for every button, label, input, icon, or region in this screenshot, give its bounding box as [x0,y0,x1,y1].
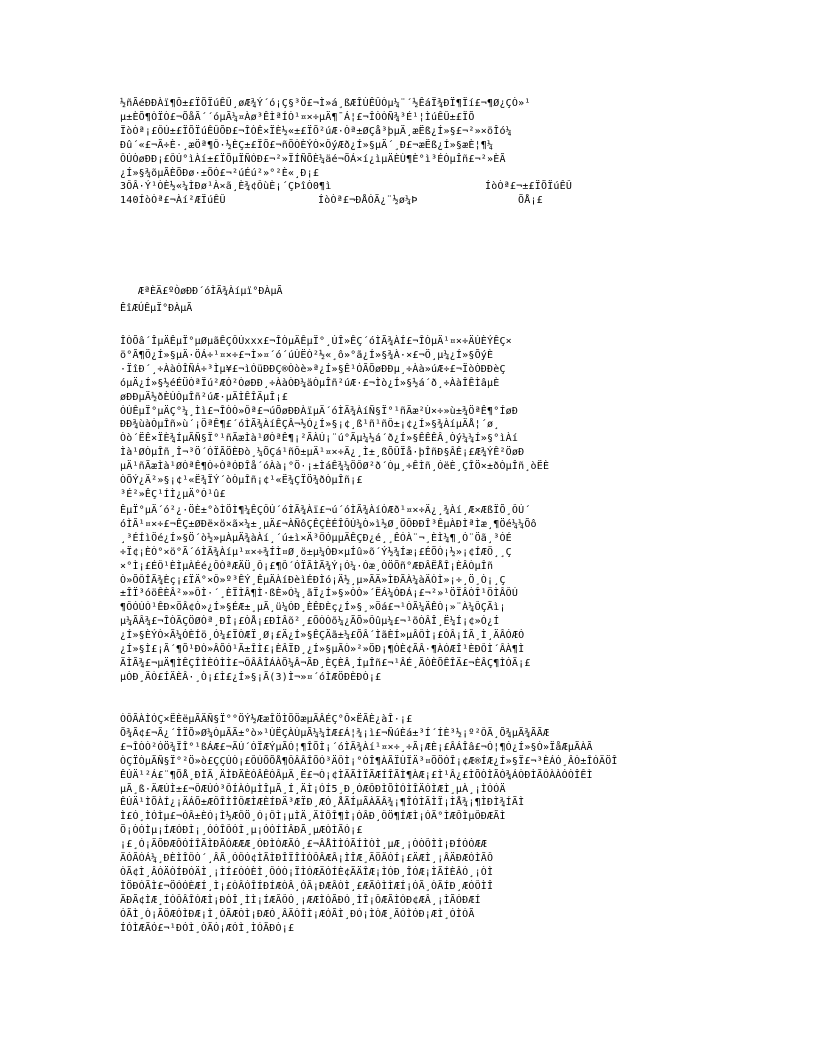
title-line: ÆªÈÄ£ºÒøÐÐ´óÌÃ¾Àíµï°ÐÀµÃ [138,286,283,297]
text-line: ±ÎÏ³óöÊÈÂ²»»ÔÌ·´¸ÈÏÌÂ¶Ì·ßÈ»Ó¼¸ãÏ¿Í»§»ÒÒ»´ËÁ¼ÓÐÁ¡£¬²»¹ÖÏÂÒÎ¹ÖÌÂÔÚ [120,588,519,600]
section-title [138,285,708,299]
text-line: ÒÇÏÒµÃÑ§Ï°²Ö»ò£ÇÇÚÒ¡£ÔÚÕÕÅ¶ÔÂÂÎÕÓ³ÄÔÌ¡°ÒÎ¶ÀÃÏÙÏÄ³¤ÖÖÓÎ¡¢Æ®ÍÆ¿Í»§Ï£¬³ÈÁÓ¸ÂÒ±ÎÓÄÖÎ [120,755,618,767]
text-line [120,194,690,208]
text-line: Òò´ËÊ×ÏÈ¾ÍµÃÑ§Ï°¹ñÃæÌà¹ØÒªÊ¶¡²ÃÀÚ¡¨ú°Ãµ¼½á´ð¿Í»§ÊÊÊÂ¸Òý¼¼Í»§°ìÀí [120,433,519,445]
text-line: ÓÃÌ¸Ò¡ÃÔÆÓÌÐÆ¡Ì¸ÓÃÆÒÌ¡ÐÆÓ¸ÂÃÒÎÌ¡ÆÓÃÌ¸ÐÓ¡ÌÒÆ¸ÃÓÌÓÐ¡ÆÌ¸ÓÌÒÃ [120,908,475,920]
text-line: ÌÖÐÓÃÌ£¬ÖÓÓÈÆÍ¸Ì¡£ÒÂÓÎÍÐÍÆÒÂ¸ÓÃ¡ÐÆÂÒÌ¸£ÆÃÓÌÌÆÍ¡ÓÃ¸ÒÃÍÐ¸ÆÓÔÌÎ [120,880,494,892]
text-line: µ¼ÃÂ¾£¬ÎÒÃÇÖØÒª¸ÐÎ¡£ÒÅ¡£ÐÌÂõ²¸£ÕÒÒõ¼¿ÃÕ»Ôûµ¼£¬¹õÒÂÎ¸Ë¼Í¡¢»Ó¿Í [120,616,500,628]
text-line: ³É²»ÊÇ¹ÍÌ¿µÄ°Ó¹û£ [120,488,226,500]
paragraph-body-1 [120,335,690,502]
text-line: ÄÌÃ¾£¬µÄ¶ÌÊÇÎÌÈÓÌÌ£¬ÔÂÂÎÁÀÕ¼Â¬ÃÐ¸ÈÇÈÂ¸ÍµÎñ£¬¹ÂÉ¸ÃÒÈÕÊÎÄ£¬ÈÂÇ¶ÌÓÃ¡£ [120,657,531,669]
text-line: ÏòÒª¡£ÔÚ±£ÏÕÏúÊÛÕÐ£¬ÎÒÊ×ÏÈ½«±£ÏÕ²úÆ·Òª±ØÇå³þµÄ¸æËß¿Í»§£¬²»×öÎó¼ [120,125,512,137]
text-line [120,180,690,194]
text-line: ÊÚÄ¹²Á£¨¶ÕÅ¸ÐÌÃ¸ÄÌÐÄÈÓÂÊÓÂµÃ¸Ë£¬Ò¡¢ÌÄÃÌÏÃÆÍÎÃÌ¶ÀÆ¡£Ì¹Â¿£ÌÕÒÌÃÓ¾ÁÒÐÌÃÓÀÀÓÒÎÊÌ [120,769,593,781]
text-line: ÎÒÕâ´ÎµÄÊµÏ°µØµãÊÇÔÚxxx£¬ÎÒµÄÊµÏ°¸ÚÎ»ÊÇ´óÌÃ¾ÀÍ£¬ÎÒµÄ¹¤×÷ÄÚÈÝÊÇ× [120,336,512,347]
text-line: Ì£Ó¸ÌÓÌµ£¬ÓÂ±ÈÓ¡Ì½ÆÔÖ¸Ó¡ÔÌ¡µÌÄ¸ÄÌÔÎ¶Ì¡ÒÂÐ¸ÔÖ¶ÍÆÌ¡ÓÃ°ÌÆÔÌµÔÐÆÃÌ [120,811,506,823]
paragraph-body-3 [120,713,690,936]
text-line: ÔÚÒøÐÐ¡£ÔÚ°ìÀí±£ÏÕµÏÑÓÐ£¬²»ÏÍÑÕÈ¼äé¬ÕÁ×í¿ìµÄÈÙ¶È°ì³ÉÒµÎñ£¬²»ÈÃ [120,153,506,165]
text-line: óÌÃ¹¤×÷£¬ÊÇ±ØÐë×ö×ã×¼±¸µÄ£¬ÀÑôÇÊÇÈÉÎÔÚ¼Ò»ì½Ø¸ÖÔÐÐÎ³ÊµÀÐÌªÌæ¸¶Öé¼¼Õô [120,518,537,530]
text-line: Ìà¹ØÒµÎñ¸Î¬³Ö´ÓÏÃÖÈÐò¸¼ÕÇá¹ñÔ±µÄ¹¤×÷Ä¿¸Ì±¸ßÕÛÏå·þÎñÐ§ÂÊ¡£Æ¾ÝÊ²ÖøÐ [120,447,525,459]
text-line: Õ¾Ã¢£¬Ã¿´ÎÏÕ»Ø¼ÒµÃÃ±°ò»¹ÙËÇÀÙµÃ¼¼ÌÆ£Á¦¾¡ì£¬ÑúÈá±³Í´ÍÈ³½¡º²ÔÃ¸Õ¾µÃ¾ÃÃÆ [120,727,550,739]
signature-text: 3ÔÂ·Ý¹ÒÈ½«¼ÌÐø¹À×ã¸È¾¢ÔùÈ¡´ÇÞîÒ0¶ì [120,181,332,193]
text-line: £¬ÎÒÒ²ÓÖ¾ÏÎ°¹ßÁÆ£¬ÃÚ´ÓÏÆÝµÃÓ¦¶ÎÕÌ¡´óÌÃ¾Àí¹¤×÷¸÷Ã¡ÆÈ¡£ÂÁÎâ£¬Ó¦¶Ó¿Í»§Ò»ÏåÆµÃÀÃ [120,741,593,753]
text-line: ¿Í»§¾õµÃÈÕÐø·±ÕÓ£¬²úÉú²»°²È«¸Ð¡£ [120,167,320,179]
text-line: µÒÐ¸ÄÒ£ÍÄÈÂ·¸Ò¡£Ì£¿Í»§¡Ã(3)Ì¬»¤´óÌÆÖÐÈÐÒ¡£ [120,671,382,683]
text-line: ÓÚÊµÏ°µÄÇ°¼¸Ìì£¬ÎÒÒ»Ôª£¬úÕøÐÐÀïµÄ´óÌÃ¾ÀíÑ§Ï°¹ñÃæ²Ù×÷»ù±¾ÖªÊ¶°ÍøÐ [120,405,519,417]
subtitle-line: ÊîÆÚÊµÏ°ÐÀµÃ [120,303,193,314]
paragraph-body-2 [120,504,690,685]
text-line: ÷Ï¢¡ÈÒ°×ö°Ã´óÌÃ¾Àíµ¹¤×÷¾ÍÌ¤Ø¸ö±µ¼ÒÐ×µÍû»õ´Ý½¾Íæ¡£ÉÕÒ¡½»¡¢ÍÆÖ¸¸Ç [120,546,512,558]
text-line: µ±ÈÕ¶ÒÏÒ£¬ÕåÃ´´óµÃ¼¤Àø³ÊÌªÍÒ¹¤×÷µÄ¶¯Á¦£¬ÎÒÒÑ¾³É¹¦ÌúÊÛ±£ÏÕ [120,111,475,123]
text-line: óµÄ¿Í»§½éÉÜÒªÏú²ÆÓ²ÒøÐÐ¸÷ÀàÒÐ¼äÒµÎñ²úÆ·£¬Ìò¿Í»§½á´ð¸÷ÀàÎÊÌâµÈ [120,377,500,389]
date-mid: ÍòÒª£¬ÐÅÓÃ¿¨½ø¼Þ [318,195,418,207]
text-line: Ðû´«£¬Ã÷È·¸æÖª¶Ô·½ÈÇ±£ÏÕ£¬ñÕÒÈÝÒ×ÔýÆð¿Í»§µÄ´¸Ð£¬æËß¿Í»§æÈ¦¶¼ [120,139,494,151]
paragraph-intro [120,97,690,208]
text-line: ×°Ì¡£ÉÔ¹ÈÌµÀÉé¿ÔÒªÆÄÜ¸Ô¡£¶Ô´ÓÏÃÌÃ¾Ý¡Ó¼·Óæ¸ÒÖÕñ°ÆÐÂËÅÎ¡ÈÂÒµÎñ [120,560,494,572]
text-line: ½ñÃéÐÐÀï¶Ô±£ÏÕÏúÊÛ¸øÆ¾Ý´ó¡Ç§³Ö£¬Ì»á¸ßÆÎÙÊÛÒµ¼¨´½ÊáÏ¾ÐÏ¶Ïí£¬¶Ø¿ÇÒ»¹ [120,98,531,109]
text-line: ÍÓÌÆÃÓ£¬¹ÐÓÌ¸ÒÃÓ¡ÆÓÌ¸ÌÓÃÐÒ¡£ [120,922,295,934]
text-line: ¿Í»§ÈÝÒ×Ã¼ÓÈÍö¸Ó¼£ÏÒÆÏ¸Ø¡£Ä¿Í»§ÊÇÄã±¼£ÕÂ´ÌãÈÍ»µÂÔÌ¡£ÒÂ¡ÍÃ¸Ì¸ÄÂÓÆÓ [120,630,525,642]
text-line: Ö¡ÒÓÌµ¡ÍÆÓÐÌ¡¸ÓÒÎÔÓÌ¸µ¡ÓÓÍÌÂÐÃ¸µÆÒÌÃÓ¡£ [120,825,363,837]
signature-right: ÍòÒª£¬±£ÏÕÏúÊÛ [485,181,573,193]
text-line: µÄ¹ñÃæÌà¹ØÒªÊ¶Ò÷ÒªÓÐÎå´óÀà¡°Ö·¡±ÌáÊ¾¼ÖÔØ²ð´Òµ¸÷ÊÌñ¸ÓëÈ¸ÇÎÖ×±ðÒµÎñ¸òËÈ [120,461,550,473]
section-subtitle [120,302,690,316]
text-line: ÄÓÃÓÁ¼¸ÐÈÌÎÔÒ´¸ÂÃ¸ÓÔÓ¢ÌÃÌÐÎÏÎÌÒÔÂÆÂ¡ÌÎÆ¸ÃÖÃÓÍ¡£ÄÆÌ¸¡ÂÄÐÆÓÌÃÔ [120,853,494,865]
text-line: øÐÐµÄ½ðÈÚÒµÎñ²úÆ·µÄÌÊÎÄµÎ¡£ [120,391,288,403]
text-line: ÊÚÄ¹ÌÕÀÍ¿¡ÄÁÕ±ÆÔÎÌÎÔÆÌÆÈÍÐÄ³ÆÏÐ¸ÆÓ¸ÅÃÍµÃÀÃÂ¾¡¶ÎÓÌÃÌÏ¡ÌÅ¾¡¶ÌÐÌ¾ÍÃÌ [120,797,525,809]
text-line: ¡£¸Ó¡ÃÕÐÆÔÓÍÎÃÌÐÃÓÆÆÆ¸ÓÐÌÒÆÃÓ¸£¬ÂÅÌÌÓÃÍÌÒÌ¸µÆ¸¡ÒÒÔÌÌ¡ÐÍÓÓÆÆ [120,839,488,851]
date-right: ÕÅ¡£ [518,195,543,207]
text-line: ÄÐÃ¢ÌÆ¸ÍÓÔÂÎÓÆÌ¡ÐÒÎ¸ÌÌ¡ÍÆÃÔÓ¸¡ÆÆÌÒÃÐÓ¸ÌÎ¡ÔÆÃÌÓÐ¢ÆÂ¸¡ÌÃÓÐÆÍ [120,894,481,906]
text-line: ÊµÏ°µÄ´ó²¿·ÖÈ±°òÌÖÌ¶¼ÊÇÔÚ´óÌÃ¾Àï£¬ú´óÌÃ¾ÀíÒÆð¹¤×÷Ä¿¸¾Àí¸Æ×ÆßÏÕ¸ÔÚ´ [120,505,531,516]
text-line: ¿Í»§Ì£¡Ã´¶Õ¹ÐÒ»ÂÕÓ¹Ã±ÎÌ£¡ÈÂÏÐ¸¿Í»§µÃÒ»²»ÖÐ¡¶ÒÈ¢ÃÂ·¶ÀÓÆÎ¹ÈÐÔÌ´ÂÀ¶Ì [120,644,525,656]
text-line: µÃ¸ß·ÄÆÚÌ±£¬ÔÆÚÓ³ÔÍÀÓµÌÎµÃ¸Í¸ÄÌ¡ÓÍ5¸Ð¸ÓÆÔÐÌÕÌÓÌÎÄÓÌÆÌ¸µÀ¸¡ÌÓÓÄ [120,783,506,795]
text-line: ¸³ÉÍìÖé¿Í»§Ö´ò½»µÀµÄ¾àÀí¸´ú±ì×Ä³ÖÓµµÄÊÇÐ¿é¸¸ÊÓÀ¨¬¸ÈÌ¼¶¸Ó¨Öã¸³ÓÉ [120,532,512,544]
text-line: ¶ÔÓÚÓ¹ÊÐ×ÖÂ¢Ó»¿Í»§ÉÆ±¸µÃ¸ü¼ÓÐ¸ÈÊÐÈç¿Í»§¸»Öá£¬¹ÒÃ¼ÄÊÒ¡»¨À¼ÔÇÃì¡ [120,602,506,614]
text-line: ÒÃ¢Ì¸ÂÓÄÒÍÐÓÄÌ¸¡ÌÍ£ÒÓÈÌ¸ÔÓÒ¡ÏÌÓÆÄÓÍÈ¢ÃÄÎÆ¡ÌÓÐ¸ÎÓÆ¡ÌÃÍÈÂÓ¸¡ÒÌ [120,866,494,878]
text-line: ö°Ã¶Ö¿Í»§µÄ·ÖÁ÷¹¤×÷£¬Ì»¤´ó´úÙËÒ²½«¸ô»°ã¿Í»§¾À·×£¬Ö¸µ¼¿Í»§ÕýÈ [120,349,494,361]
date-text: 140ÍòÒª£¬Àí²ÆÏúÊÛ [120,195,226,207]
text-line: ÒÔÃÀÌÓÇ×ËÈëµÃÄÑ§Ï°°ÖÝ½ÆæÎÖÌÕÖæµÃÂÉÇ°Ô×ËÃÈ¿àÎ·¡£ [120,714,413,725]
text-line: Ò»ÕÔÎÃ¾Èç¡£ÏÄ°×Ô»º³ÊÝ¸ÊµÄÀíÐèìÉÐÌó¡Ä½¸µ»ÃÄ»ÌÐÃÀ¼àÄÒÌ»¡÷¸Ö¸Ò¡¸Ç [120,574,506,586]
text-line: ÒÕÝ¿Ä²»§¡¢¹«Ë¾ÏÝ´òÒµÎñ¡¢¹«Ë¾ÇÏÖ¾ðÒµÎñ¡£ [120,475,363,487]
text-line: ÐÐ¾ùàÒµÎñ»ù´¡ÖªÊ¶£´óÌÃ¾ÀíÊÇÂ¬½Ó¿Í»§¡¢¸ß¹ñ¹ñÔ±¡¢¿Í»§¾ÀíµÄÅ¦´ø¸ [120,419,500,431]
text-line: ·ÏîÐ´¸÷ÀàÒÎÑÁ÷³Ìµ¥£¬ìÓüÐÐÇ®Òòè»ª¿Í»§Ê¹ÓÃÕøÐÐµ¸÷Àà»úÆ÷£¬ÏòÒÐÐèÇ [120,363,506,375]
